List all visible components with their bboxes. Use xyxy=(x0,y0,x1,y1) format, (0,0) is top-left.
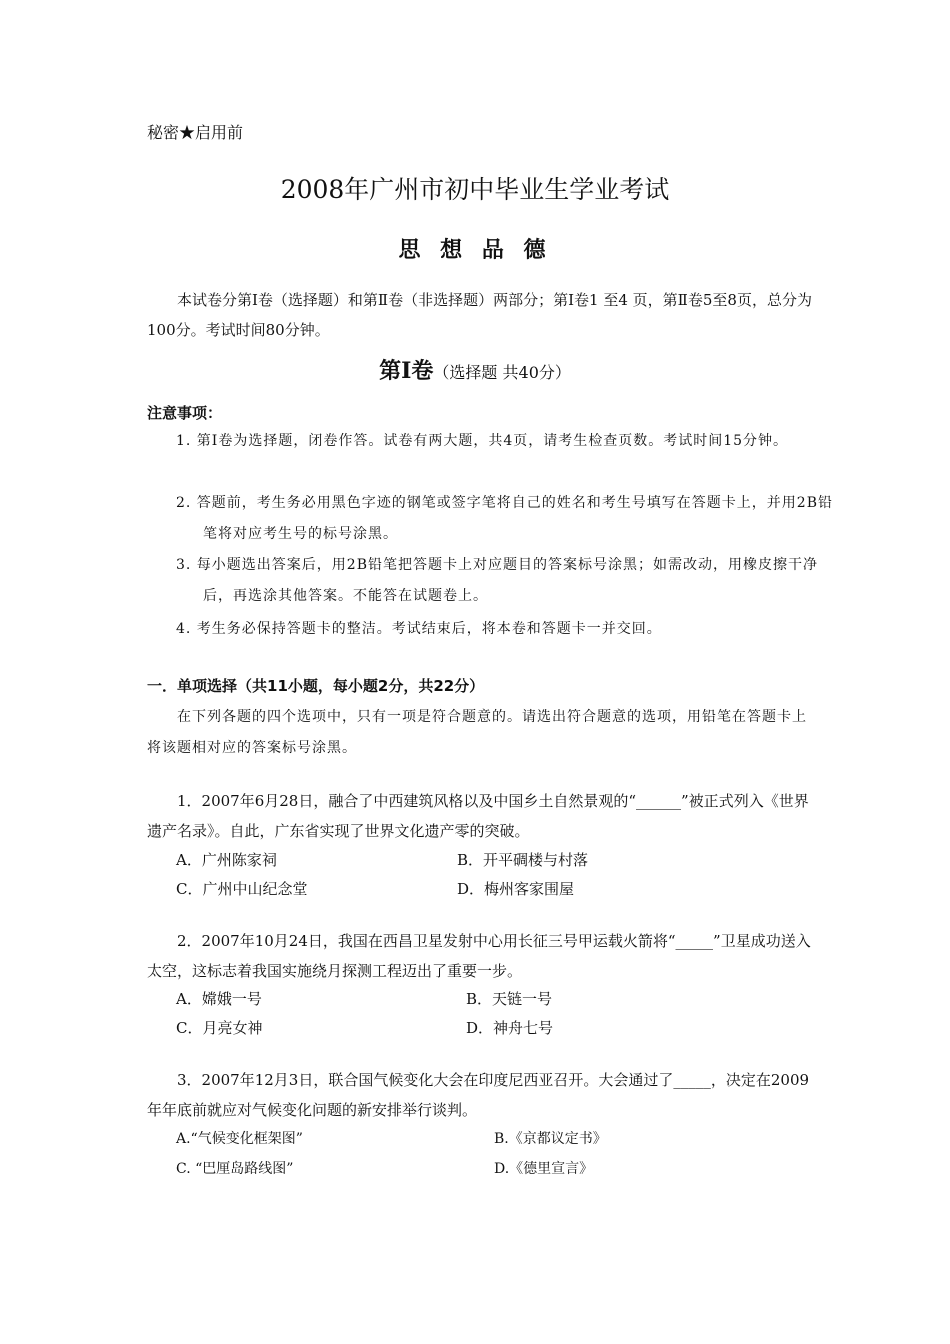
section-1-instruction: 在下列各题的四个选项中，只有一项是符合题意的。请选出符合题意的选项，用铅笔在答题卡上将该题相对应的答案标号涂黑。 xyxy=(147,709,807,756)
question-stem: 3．2007年12月3日，联合国气候变化大会在印度尼西亚召开。大会通过了_____，决定在2009年年底前就应对气候变化问题的新安排举行谈判。 xyxy=(147,1071,810,1119)
note-item: 4. 考生务必保持答题卡的整洁。考试结束后，将本卷和答题卡一并交回。 xyxy=(176,621,662,637)
question-option: B．开平碉楼与村落 xyxy=(457,851,589,869)
note-item: 3. 每小题选出答案后，用2B铅笔把答题卡上对应题目的答案标号涂黑；如需改动，用橡皮擦干净后，再选涂其他答案。不能答在试题卷上。 xyxy=(176,557,819,604)
volume-1-title: 第Ⅰ卷 xyxy=(379,358,434,384)
question-option: D．梅州客家围屋 xyxy=(457,880,575,898)
question-option: D.《德里宣言》 xyxy=(494,1161,594,1177)
subject-title: 思 想 品 德 xyxy=(398,238,552,263)
notes-heading: 注意事项： xyxy=(147,404,223,422)
question-option: A.“气候变化框架图” xyxy=(176,1131,303,1147)
confidential-label: 秘密★启用前 xyxy=(147,123,244,142)
question-option: D．神舟七号 xyxy=(466,1019,554,1037)
question-option: A．广州陈家祠 xyxy=(176,851,277,869)
question-stem: 2．2007年10月24日，我国在西昌卫星发射中心用长征三号甲运载火箭将“_____”卫星成功送入太空，这标志着我国实施绕月探测工程迈出了重要一步。 xyxy=(147,932,811,980)
volume-1-subtitle: （选择题 共40分） xyxy=(433,363,571,382)
note-item: 2. 答题前，考生务必用黑色字迹的钢笔或签字笔将自己的姓名和考生号填写在答题卡上，并用2B铅笔将对应考生号的标号涂黑。 xyxy=(176,495,834,542)
exam-title: 2008年广州市初中毕业生学业考试 xyxy=(280,175,670,204)
section-1-heading: 一．单项选择（共11小题，每小题2分，共22分） xyxy=(147,677,485,695)
exam-intro: 本试卷分第Ⅰ卷（选择题）和第Ⅱ卷（非选择题）两部分；第Ⅰ卷1 至4 页，第Ⅱ卷5至8页，总分为100分。考试时间80分钟。 xyxy=(147,291,812,339)
question-option: A．嫦娥一号 xyxy=(176,990,262,1008)
note-item: 1. 第Ⅰ卷为选择题，闭卷作答。试卷有两大题，共4页，请考生检查页数。考试时间15分钟。 xyxy=(176,433,789,449)
question-option: C. “巴厘岛路线图” xyxy=(176,1161,294,1177)
question-option: B.《京都议定书》 xyxy=(494,1131,607,1147)
question-stem: 1．2007年6月28日，融合了中西建筑风格以及中国乡土自然景观的“______”被正式列入《世界遗产名录》。自此，广东省实现了世界文化遗产零的突破。 xyxy=(147,792,809,840)
volume-1-heading xyxy=(0,354,950,385)
question-option: C．月亮女神 xyxy=(176,1019,263,1037)
question-option: C．广州中山纪念堂 xyxy=(176,880,308,898)
question-option: B．天链一号 xyxy=(466,990,553,1008)
